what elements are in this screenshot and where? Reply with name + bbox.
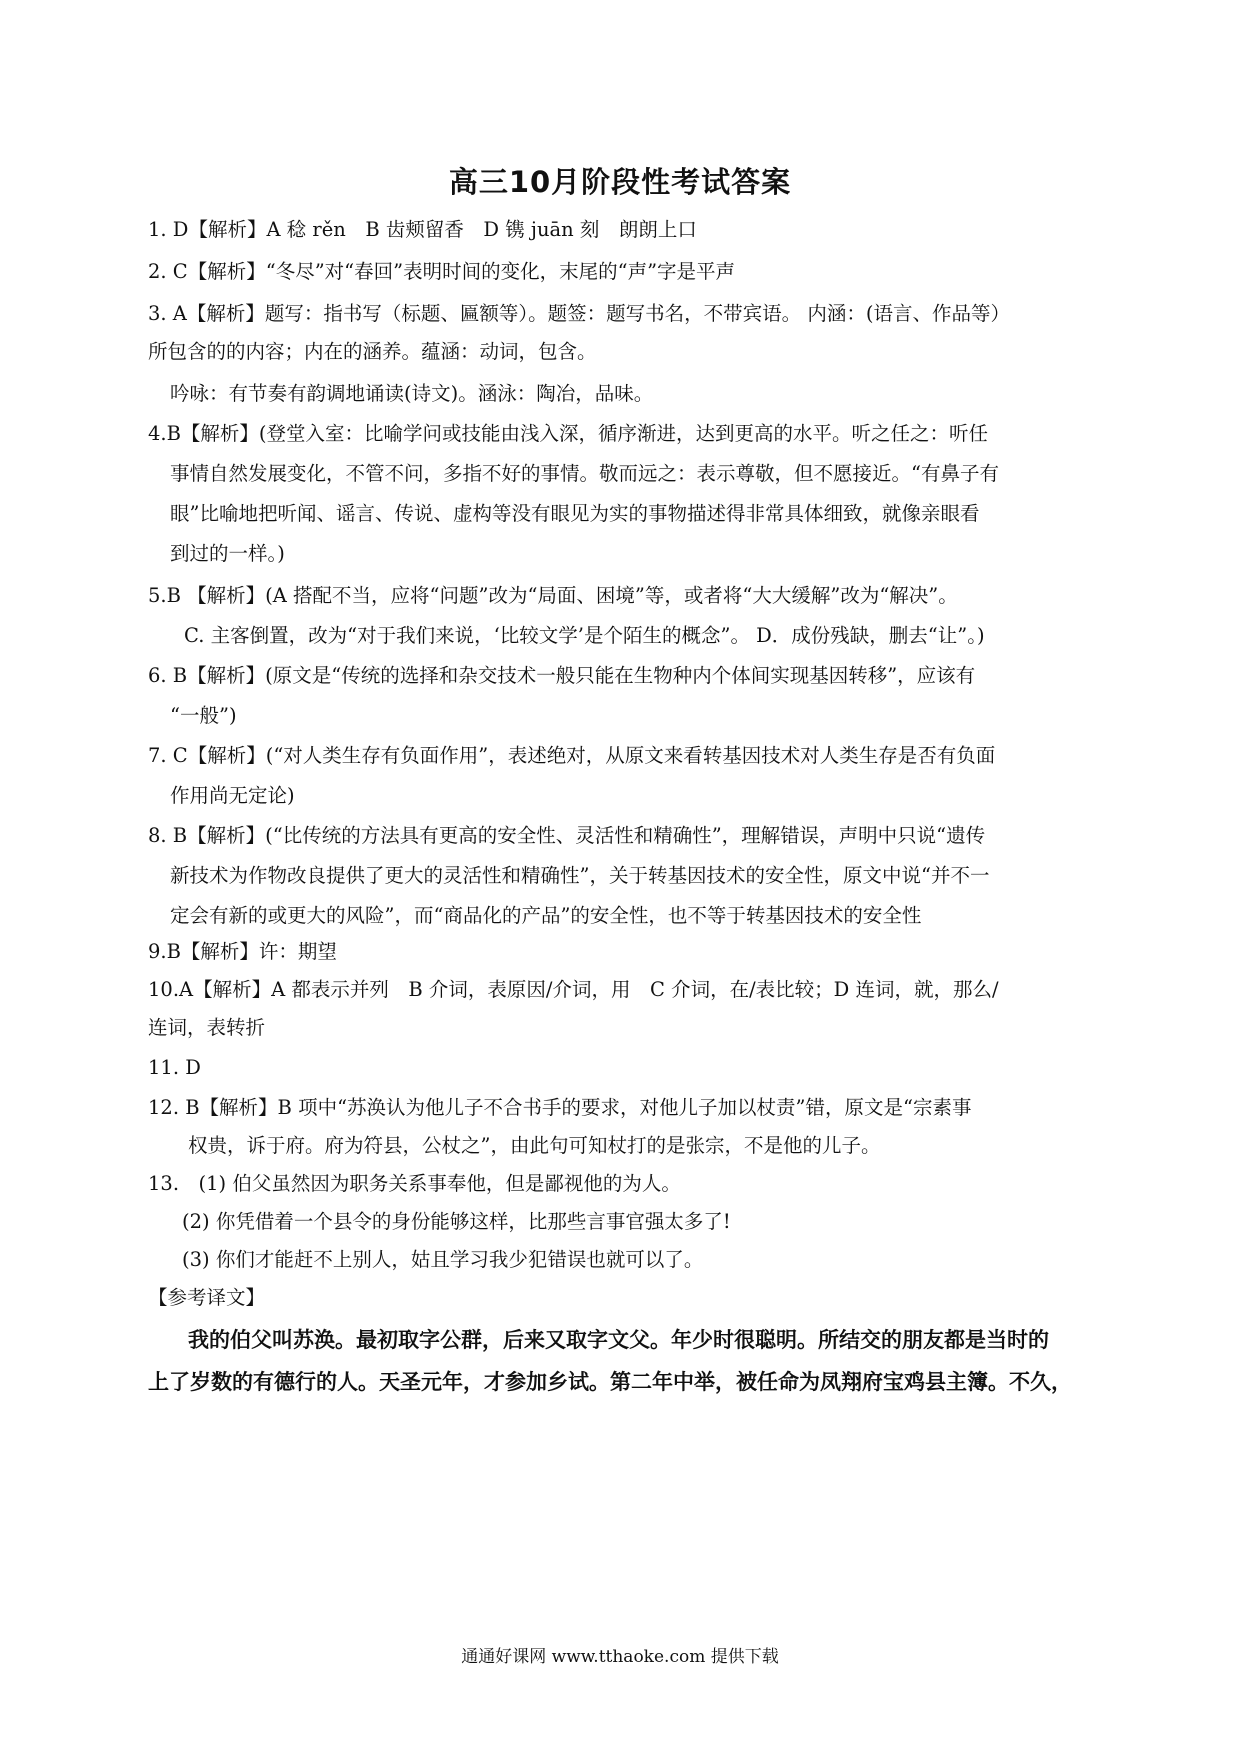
answer-line-10: 10.A【解析】A 都表示并列 B 介词，表原因/介词，用 C 介词，在/表比较；D 连词，就，那么/ xyxy=(148,978,999,1001)
answer-line-2: 2. C【解析】“冬尽”对“春回”表明时间的变化，末尾的“声”字是平声 xyxy=(148,260,736,283)
page-title: 高三10月阶段性考试答案 xyxy=(448,165,792,199)
answer-line-8: 8. B【解析】(“比传统的方法具有更高的安全性、灵活性和精确性”，理解错误，声明中只说“遗传 xyxy=(148,824,986,847)
answer-line-8-cont2: 定会有新的或更大的风险”，而“商品化的产品”的安全性，也不等于转基因技术的安全性 xyxy=(170,904,922,927)
answer-line-4-cont1: 事情自然发展变化，不管不问，多指不好的事情。敬而远之：表示尊敬，但不愿接近。“有鼻子有 xyxy=(170,462,999,485)
answer-line-6: 6. B【解析】(原文是“传统的选择和杂交技术一般只能在生物种内个体间实现基因转移”，应该有 xyxy=(148,664,976,687)
answer-line-5: 5.B 【解析】(A 搭配不当，应将“问题”改为“局面、困境”等，或者将“大大缓解”改为“解决”。 xyxy=(148,584,958,607)
answer-line-12: 12. B【解析】B 项中“苏涣认为他儿子不合书手的要求，对他儿子加以杖责”错，原文是“宗素事 xyxy=(148,1096,972,1119)
answer-line-1: 1. D【解析】A 稔 rěn B 齿颊留香 D 镌 juān 刻 朗朗上口 xyxy=(148,218,697,241)
answer-line-4-cont2: 眼”比喻地把听闻、谣言、传说、虚构等没有眼见为实的事物描述得非常具体细致，就像亲眼看 xyxy=(170,502,980,525)
answer-line-12-cont: 权贵，诉于府。府为符县，公杖之”，由此句可知杖打的是张宗，不是他的儿子。 xyxy=(188,1134,881,1157)
answer-line-11: 11. D xyxy=(148,1056,201,1079)
answer-line-3-cont: 所包含的的内容；内在的涵养。蕴涵：动词，包含。 xyxy=(148,340,597,363)
translation-line-1: 我的伯父叫苏涣。最初取字公群，后来又取字文父。年少时很聪明。所结交的朋友都是当时的 xyxy=(188,1328,1049,1352)
answer-line-9: 9.B【解析】许：期望 xyxy=(148,940,337,963)
answer-line-10-cont: 连词，表转折 xyxy=(148,1016,266,1039)
answer-line-6-cont: “一般”) xyxy=(170,704,237,727)
answer-line-3: 3. A【解析】题写：指书写（标题、匾额等）。题签：题写书名，不带宾语。 内涵：(语言、作品等） xyxy=(148,302,1010,325)
answer-line-8-cont1: 新技术为作物改良提供了更大的灵活性和精确性”，关于转基因技术的安全性，原文中说“并不一 xyxy=(170,864,990,887)
translation-line-2: 上了岁数的有德行的人。天圣元年，才参加乡试。第二年中举，被任命为凤翔府宝鸡县主簿。不久， xyxy=(148,1370,1072,1394)
answer-line-13-2: (2) 你凭借着一个县令的身份能够这样，比那些言事官强太多了! xyxy=(182,1210,731,1233)
page-footer: 通通好课网 www.tthaoke.com 提供下载 xyxy=(461,1647,779,1667)
answer-line-4: 4.B【解析】(登堂入室：比喻学问或技能由浅入深，循序渐进，达到更高的水平。听之任之：听任 xyxy=(148,422,989,445)
answer-line-3-cont2: 吟咏：有节奏有韵调地诵读(诗文)。涵泳：陶冶，品味。 xyxy=(170,382,654,405)
answer-line-13-3: (3) 你们才能赶不上别人，姑且学习我少犯错误也就可以了。 xyxy=(182,1248,704,1271)
answer-line-5-cont: C. 主客倒置，改为“对于我们来说，‘比较文学’是个陌生的概念”。 D．成份残缺，删去“让”。) xyxy=(184,624,985,647)
answer-line-7: 7. C【解析】(“对人类生存有负面作用”，表述绝对，从原文来看转基因技术对人类生存是否有负面 xyxy=(148,744,996,767)
answer-line-13: 13. (1) 伯父虽然因为职务关系事奉他，但是鄙视他的为人。 xyxy=(148,1172,681,1195)
answer-line-4-cont3: 到过的一样。) xyxy=(170,542,285,565)
answer-line-7-cont: 作用尚无定论) xyxy=(170,784,295,807)
reference-translation-heading: 【参考译文】 xyxy=(148,1286,266,1309)
